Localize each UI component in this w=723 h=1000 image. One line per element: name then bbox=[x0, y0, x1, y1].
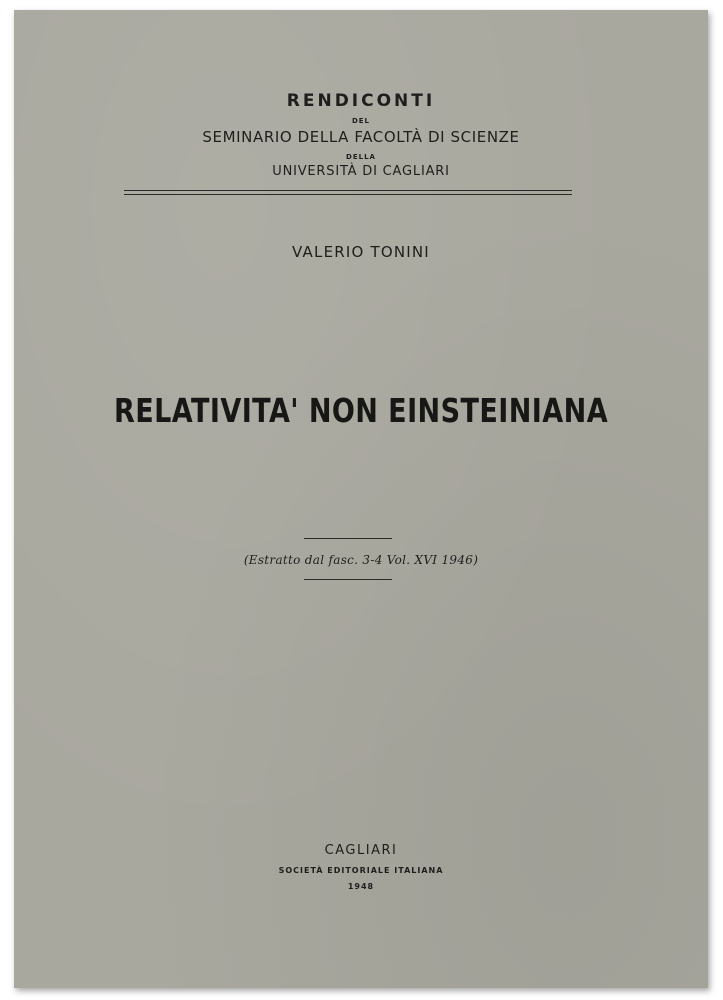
extract-note: (Estratto dal fasc. 3-4 Vol. XVI 1946) bbox=[243, 553, 479, 567]
header-double-rule bbox=[124, 190, 572, 195]
imprint-city: CAGLIARI bbox=[324, 843, 398, 858]
author-name: VALERIO TONINI bbox=[292, 243, 430, 261]
university-name: UNIVERSITÀ DI CAGLIARI bbox=[272, 164, 450, 179]
extract-rule-top bbox=[304, 538, 392, 539]
booklet-cover bbox=[14, 10, 708, 988]
connector-della: DELLA bbox=[346, 153, 376, 161]
extract-rule-bottom bbox=[304, 579, 392, 580]
document-title: RELATIVITA' NON EINSTEINIANA bbox=[113, 391, 609, 430]
imprint-year: 1948 bbox=[347, 882, 375, 891]
institution-name: SEMINARIO DELLA FACOLTÀ DI SCIENZE bbox=[202, 128, 520, 146]
series-title: RENDICONTI bbox=[286, 91, 436, 111]
imprint-publisher: SOCIETÀ EDITORIALE ITALIANA bbox=[278, 866, 444, 875]
connector-del: DEL bbox=[351, 117, 371, 125]
